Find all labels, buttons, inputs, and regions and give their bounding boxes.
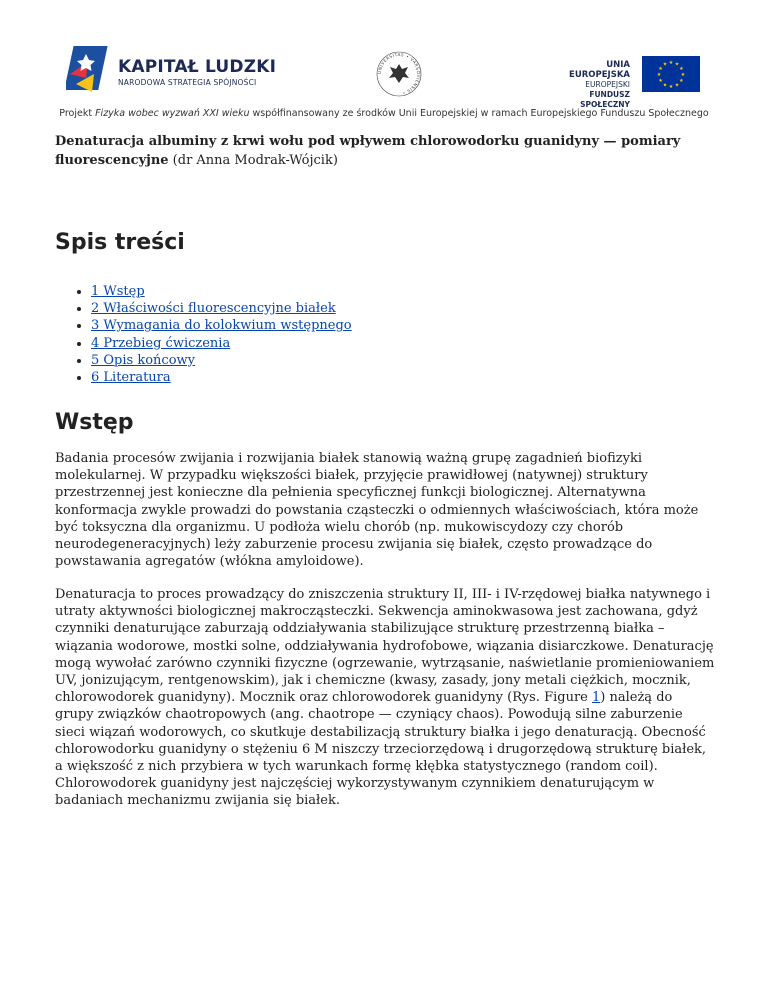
- section-heading: Wstęp: [55, 410, 134, 435]
- toc-link-wymagania[interactable]: 3 Wymagania do kolokwium wstępnego: [91, 318, 352, 334]
- toc-link-literatura[interactable]: 6 Literatura: [91, 370, 171, 386]
- toc-link-wlasciwosci[interactable]: 2 Właściwości fluorescencyjne białek: [91, 301, 336, 317]
- project-prefix: Projekt: [59, 108, 96, 119]
- eu-line-3: FUNDUSZ SPOŁECZNY: [580, 90, 630, 109]
- main-content: [55, 132, 715, 809]
- toc-item: [91, 300, 352, 317]
- figure-link[interactable]: 1: [592, 690, 601, 706]
- kapital-ludzki-text: [118, 58, 276, 87]
- toc-heading: Spis treści: [55, 230, 185, 255]
- svg-text:★: ★: [679, 66, 684, 72]
- svg-text:★: ★: [668, 84, 674, 90]
- svg-text:★: ★: [680, 72, 686, 78]
- svg-text:★: ★: [658, 66, 663, 72]
- paragraph-2-part-1: Denaturacja to proces prowadzący do zniszczenia struktury II, III- i IV-rzędowej białka natywnego i utraty aktywności biologicznej makrocząsteczki. Sekwencja aminokwasowa jest zachowana, gdyż czynniki denaturujące zaburzają oddziaływania stabilizujące strukturę przestrzenną białka – wiązania wodorowe, mostki solne, oddziaływania hydrofobowe, wiązania disiarczkowe. Denaturację mogą wywołać zarówno czynniki fizyczne (ogrzewanie, wytrząsanie, naświetlanie promieniowaniem UV, jonizującym, rentgenowskim), jak i chemiczne (kwasy, zasady, jony metali ciężkich, mocznik, chlorowodorek guanidyny). Mocznik oraz chlorowodorek guanidyny (Rys. Figure: [55, 587, 715, 706]
- svg-text:★: ★: [679, 78, 684, 84]
- eu-line-1: UNIA EUROPEJSKA: [569, 60, 630, 80]
- document-title: [55, 132, 715, 170]
- kapital-ludzki-title: KAPITAŁ LUDZKI: [118, 57, 277, 77]
- document-title-text: Denaturacja albuminy z krwi wołu pod wpływem chlorowodorku guanidyny — pomiary fluorescencyjne: [55, 134, 681, 168]
- project-title: Fizyka wobec wyzwań XXI wieku: [95, 108, 250, 119]
- svg-text:★: ★: [674, 61, 680, 68]
- svg-text:★: ★: [668, 60, 674, 66]
- svg-text:★: ★: [658, 78, 663, 84]
- toc-item: [91, 335, 352, 352]
- svg-text:UNIVERSITAS • VARSOVIENSIS •: UNIVERSITAS • VARSOVIENSIS •: [376, 51, 422, 96]
- paragraph-2-part-2: ) należą do grupy związków chaotropowych (ang. chaotrope — czyniący chaos). Powodują silne zaburzenie sieci wiązań wodorowych, co skutkuje destabilizacją struktury białka i jego denaturacją. Obecność chlorowodorku guanidyny o stężeniu 6 M niszczy trzeciorzędową i drugorzędową strukturę białek, a większość z nich przybiera w tych warunkach formę kłębka statystycznego (random coil). Chlorowodorek guanidyny jest najczęściej wykorzystywanym czynnikiem denaturującym w badaniach mechanizmu zwijania się białek.: [55, 690, 707, 809]
- toc-item: [91, 369, 352, 386]
- header-banner: [0, 0, 768, 130]
- project-suffix: współfinansowany ze środków Unii Europejskiej w ramach Europejskiego Funduszu Społecznego: [249, 108, 709, 119]
- paragraph-2: [55, 586, 715, 810]
- table-of-contents: [55, 283, 352, 386]
- project-line: [0, 108, 768, 119]
- document-author: (dr Anna Modrak-Wójcik): [168, 153, 338, 168]
- university-seal-icon: [375, 50, 423, 98]
- eu-flag-icon: [642, 56, 700, 92]
- svg-text:★: ★: [656, 72, 662, 78]
- toc-item: [91, 283, 352, 300]
- toc-item: [91, 352, 352, 369]
- toc-item: [91, 317, 352, 334]
- toc-link-opis[interactable]: 5 Opis końcowy: [91, 352, 195, 368]
- toc-link-wstep[interactable]: 1 Wstęp: [91, 284, 145, 299]
- eu-line-2: EUROPEJSKI: [585, 80, 630, 89]
- svg-text:★: ★: [662, 82, 668, 89]
- paragraph-1: Badania procesów zwijania i rozwijania białek stanowią ważną grupę zagadnień biofizyki molekularnej. W przypadku większości białek, przyjęcie prawidłowej (natywnej) struktury przestrzennej jest konieczne dla pełnienia specyficznej funkcji biologicznej. Alternatywna konformacja zwykle prowadzi do powstania cząsteczki o odmiennych właściwościach, która może być toksyczna dla organizmu. U podłoża wielu chorób (np. mukowiscydozy czy chorób neurodegeneracyjnych) leży zaburzenie procesu zwijania się białek, często prowadzące do powstawania agregatów (włókna amyloidowe).: [55, 451, 699, 570]
- toc-link-przebieg[interactable]: 4 Przebieg ćwiczenia: [91, 335, 231, 351]
- eu-text: [548, 60, 630, 110]
- kapital-ludzki-subtitle: NARODOWA STRATEGIA SPÓJNOŚCI: [118, 78, 257, 87]
- svg-text:★: ★: [662, 61, 668, 68]
- svg-text:★: ★: [674, 82, 680, 89]
- kapital-ludzki-logo: [66, 44, 114, 96]
